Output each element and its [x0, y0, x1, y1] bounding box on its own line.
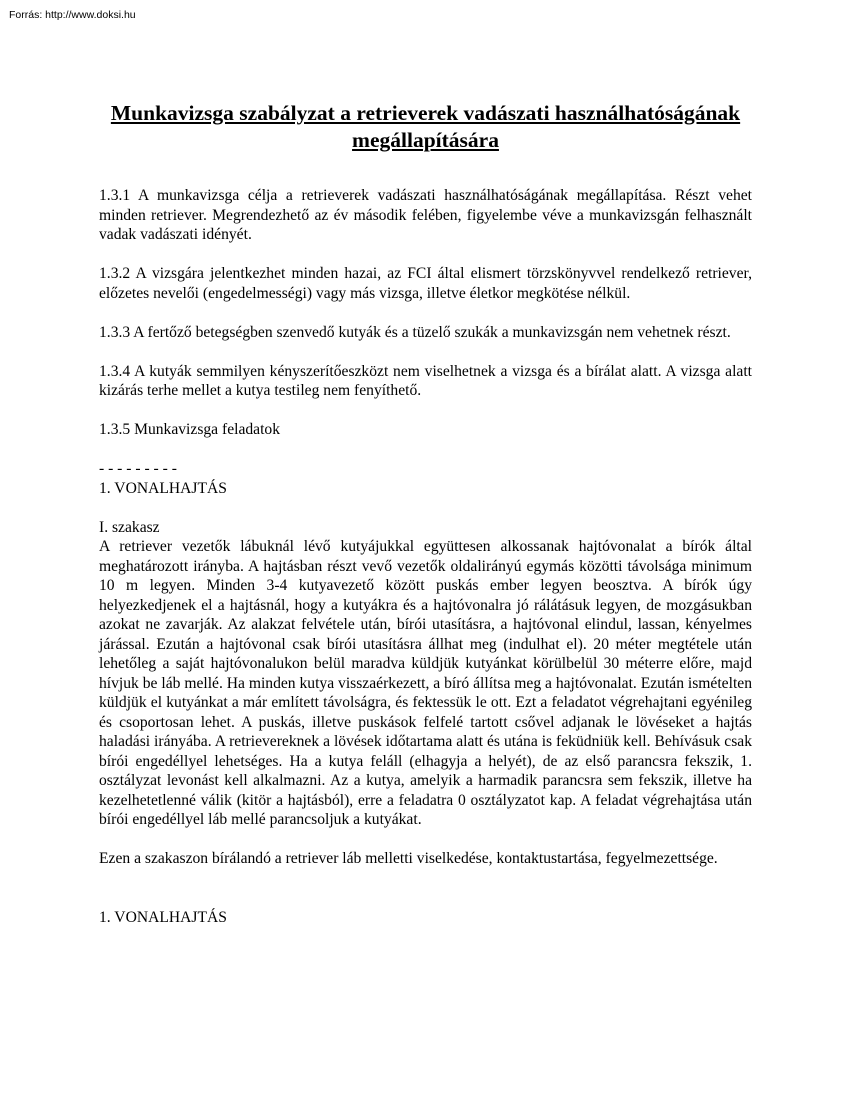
page-title: Munkavizsga szabályzat a retrieverek vadászati használhatóságának megállapítására [110, 101, 741, 152]
section-heading: 1. VONALHAJTÁS [99, 479, 227, 497]
paragraph-1-3-3: 1.3.3 A fertőző betegségben szenvedő kutyák és a tüzelő szukák a munkavizsgán nem vehetnek részt. [99, 323, 731, 341]
paragraph-1-3-2: 1.3.2 A vizsgára jelentkezhet minden hazai, az FCI által elismert törzskönyvvel rendelkező retriever, előzetes nevelői (engedelmességi) vagy más vizsga, illetve életkor megkötése nélkül. [99, 265, 752, 302]
evaluation-paragraph: Ezen a szakaszon bírálandó a retriever láb melletti viselkedése, kontaktustartása, fegyelmezettsége. [99, 850, 718, 867]
paragraph-1-3-1: 1.3.1 A munkavizsga célja a retrieverek vadászati használhatóságának megállapítása. Részt vehet minden retriever. Megrendezhető az év második felében, figyelembe véve a munkavizsgán felhasznált vadak vadászati idényét. [99, 187, 752, 243]
section-body: A retriever vezetők lábuknál lévő kutyájukkal együttesen alkossanak hajtóvonalat a bírók által meghatározott irányba. A hajtásban részt vevő vezetők oldalirányú egymás közötti távolsága minimum 10 m legyen. Minden 3-4 kutyavezető között puskás ember legyen beosztva. A bírók úgy helyezkedjenek el a hajtásnál, hogy a kutyákra és a hajtóvonalra jó rálátásuk legyen, de mozgásukban azokat ne zavarják. Az alakzat felvétele után, bírói utasításra, a hajtóvonal elindul, lassan, kényelmes járással. Ezután a hajtóvonal csak bírói utasításra állhat meg (indulhat el). 20 méter megtétele után lehetőleg a saját hajtóvonalukon belül maradva küldjük kutyánkat körülbelül 30 méterre előre, majd hívjuk be láb mellé. Ha minden kutya visszaérkezett, a bíró állítsa meg a hajtóvonalat. Ezután ismételten küldjük el kutyánkat a már említett távolságra, és fektessük le ott. Ezt a feladatot végrehajtani egyénileg és csoportosan lehet. A puskás, illetve puskások felfelé tartott csővel adjanak le lövéseket a hajtás haladási irányába. A retrievereknek a lövések időtartama alatt és utána is feküdniük kell. Behívásuk csak bírói engedéllyel lehetséges. Ha a kutya feláll (elhagyja a helyét), de az első parancsra fekszik, 1. osztályzat levonást kell alkalmazni. Az a kutya, amelyik a harmadik parancsra sem fekszik, illetve ha kezelhetetlenné válik (kitör a hajtásból), erre a feladatra 0 osztályzatot kap. A feladat végrehajtása után bírói engedéllyel láb mellé parancsoljuk a kutyákat. [99, 538, 752, 828]
section-subheading: I. szakasz [99, 518, 160, 536]
source-label: Forrás: http://www.doksi.hu [9, 9, 136, 21]
paragraph-1-3-5: 1.3.5 Munkavizsga feladatok [99, 421, 281, 438]
document-body [99, 186, 752, 927]
separator-dashes: - - - - - - - - - [99, 460, 177, 477]
section-heading-repeat: 1. VONALHAJTÁS [99, 908, 227, 926]
paragraph-1-3-4: 1.3.4 A kutyák semmilyen kényszerítőeszközt nem viselhetnek a vizsga és a bírálat alatt. A vizsga alatt kizárás terhe mellet a kutya testileg nem fenyíthető. [99, 362, 752, 399]
